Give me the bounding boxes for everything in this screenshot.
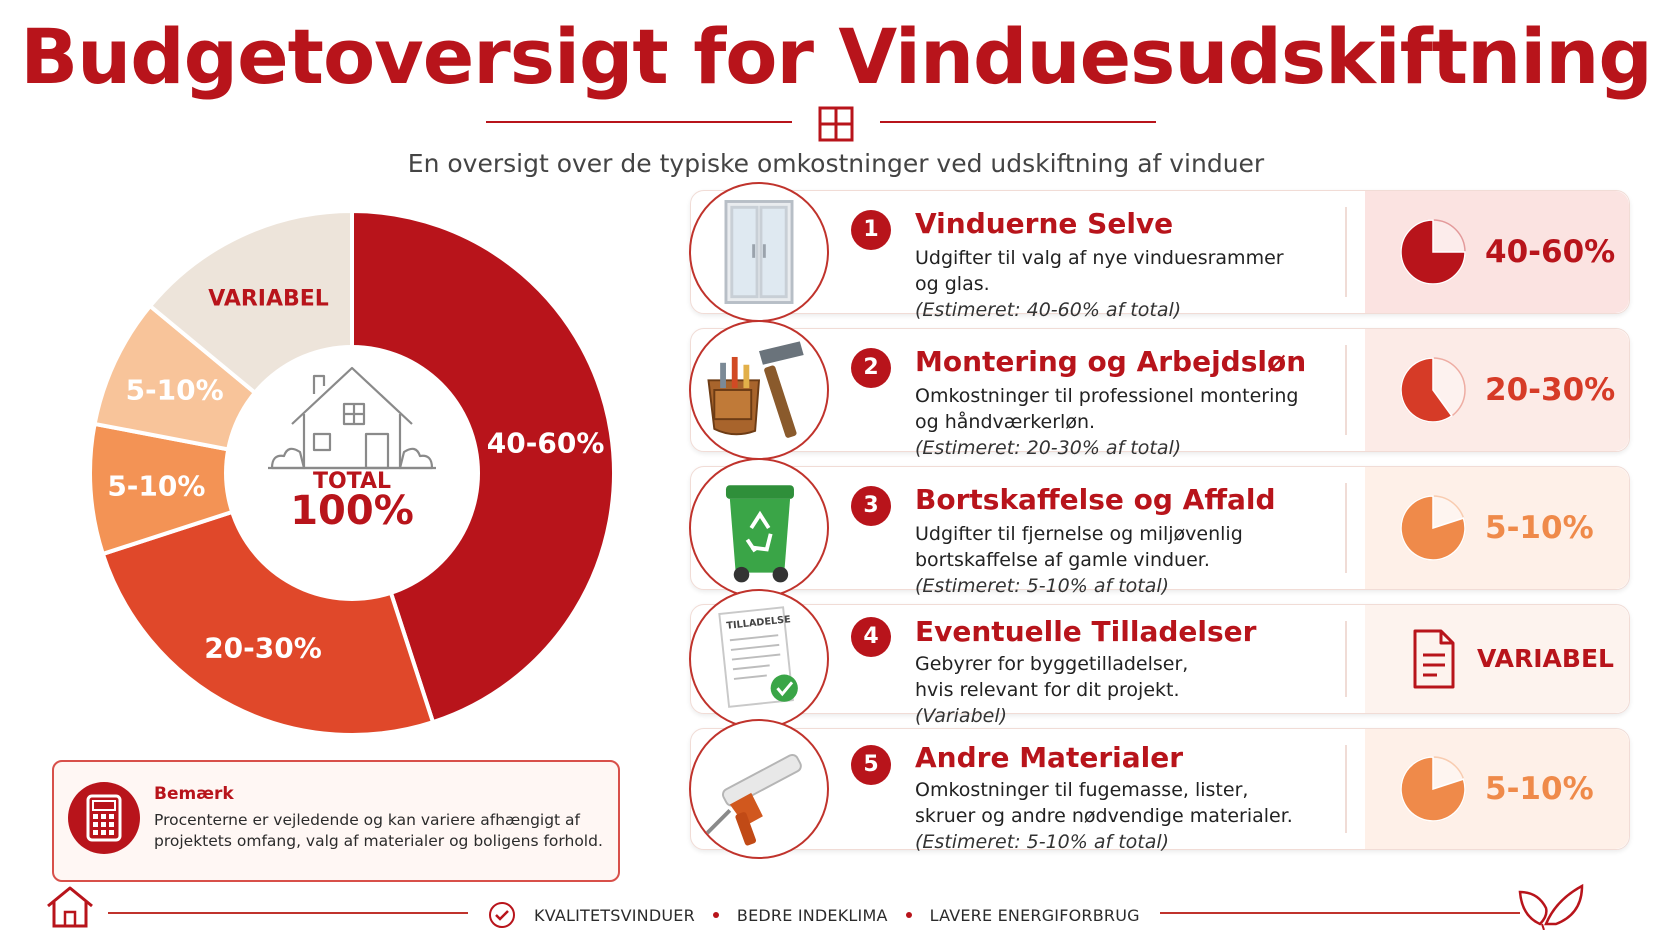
- document-icon: [1397, 623, 1469, 695]
- stat-panel: [1365, 729, 1629, 849]
- item-description: [915, 777, 1335, 855]
- cost-item-permits: [690, 604, 1630, 727]
- note-box: [52, 760, 620, 882]
- page-subtitle: En oversigt over de typiske omkostninger ved udskiftning af vinduer: [407, 149, 1265, 178]
- item-desc-text: Omkostninger til fugemasse, lister, skruer og andre nødvendige materialer.: [915, 779, 1293, 827]
- card-divider: [1345, 345, 1347, 435]
- donut-slice-label: 5-10%: [125, 373, 224, 407]
- window-frame-icon: [689, 182, 829, 322]
- stat-panel: [1365, 605, 1629, 713]
- item-number: 1: [851, 210, 891, 250]
- footer-benefits: [488, 901, 1178, 929]
- stat-value: 20-30%: [1485, 372, 1616, 408]
- cost-item-materials: [690, 728, 1630, 853]
- footer-rule-right: [1160, 912, 1520, 914]
- footer-item: LAVERE ENERGIFORBRUG: [929, 905, 1140, 925]
- item-title: Andre Materialer: [915, 741, 1184, 774]
- item-estimate: (Estimeret: 5-10% af total): [915, 575, 1170, 597]
- mini-pie-icon: [1397, 216, 1469, 288]
- page-title: Budgetoversigt for Vinduesudskiftning: [20, 12, 1652, 101]
- footer-separator: [906, 912, 912, 918]
- stat-value: VARIABEL: [1477, 644, 1614, 673]
- permit-document-icon: [689, 589, 829, 729]
- card-divider: [1345, 621, 1347, 697]
- item-description: [915, 383, 1335, 461]
- tool-belt-hammer-icon: [689, 320, 829, 460]
- item-title: Montering og Arbejdsløn: [915, 345, 1307, 378]
- item-number: 5: [851, 745, 891, 785]
- stat-value: 40-60%: [1485, 234, 1616, 270]
- donut-slice-label: 5-10%: [107, 469, 206, 503]
- check-circle-icon: [488, 901, 516, 929]
- item-estimate: (Estimeret: 5-10% af total): [915, 831, 1170, 853]
- item-desc-text: Udgifter til fjernelse og miljøvenlig bortskaffelse af gamle vinduer.: [915, 523, 1243, 571]
- item-title: Bortskaffelse og Affald: [915, 483, 1276, 516]
- calculator-icon: [68, 782, 140, 854]
- item-title: Vinduerne Selve: [915, 207, 1174, 240]
- leaf-icon: [1516, 880, 1586, 930]
- footer-item: BEDRE INDEKLIMA: [736, 905, 888, 925]
- title-rule-right: [880, 121, 1156, 123]
- note-title: Bemærk: [154, 784, 234, 804]
- item-estimate: (Estimeret: 40-60% af total): [915, 299, 1182, 321]
- cost-item-labor: [690, 328, 1630, 459]
- budget-donut-chart: [60, 178, 660, 768]
- item-number: 4: [851, 617, 891, 657]
- footer-house-icon: [44, 884, 96, 930]
- donut-center-label: TOTAL: [312, 469, 392, 494]
- card-divider: [1345, 745, 1347, 833]
- item-description: [915, 521, 1335, 599]
- footer-item: KVALITETSVINDUER: [534, 905, 695, 925]
- donut-slice-label: 20-30%: [204, 631, 322, 665]
- item-estimate: (Estimeret: 20-30% af total): [915, 437, 1182, 459]
- donut-center-value: 100%: [290, 488, 414, 534]
- mini-pie-icon: [1397, 354, 1469, 426]
- item-desc-text: Omkostninger til professionel montering og håndværkerløn.: [915, 385, 1299, 433]
- recycling-bin-icon: [689, 458, 829, 598]
- footer-rule-left: [108, 912, 468, 914]
- stat-value: 5-10%: [1485, 771, 1594, 807]
- item-description: [915, 651, 1335, 729]
- mini-pie-icon: [1397, 753, 1469, 825]
- donut-slice-label: 40-60%: [486, 426, 605, 460]
- card-divider: [1345, 483, 1347, 573]
- footer-separator: [713, 912, 719, 918]
- caulking-gun-icon: [689, 719, 829, 859]
- item-number: 2: [851, 348, 891, 388]
- item-title: Eventuelle Tilladelser: [915, 615, 1257, 648]
- item-estimate: (Variabel): [915, 705, 1008, 727]
- mini-pie-icon: [1397, 492, 1469, 564]
- note-text: Procenterne er vejledende og kan variere afhængigt af projektets omfang, valg af materialer og boligens forhold.: [154, 811, 603, 850]
- item-number: 3: [851, 486, 891, 526]
- item-description: [915, 245, 1335, 323]
- permit-document-label: TILLADELSE: [725, 614, 792, 632]
- cost-item-disposal: [690, 466, 1630, 597]
- stat-panel: [1365, 329, 1629, 451]
- item-desc-text: Udgifter til valg af nye vinduesrammer og glas.: [915, 247, 1284, 295]
- stat-value: 5-10%: [1485, 510, 1594, 546]
- title-rule-left: [486, 121, 792, 123]
- stat-panel: [1365, 191, 1629, 313]
- card-divider: [1345, 207, 1347, 297]
- item-desc-text: Gebyrer for byggetilladelser, hvis relevant for dit projekt.: [915, 653, 1189, 701]
- donut-slice-label: VARIABEL: [208, 286, 329, 312]
- window-icon: [818, 106, 854, 142]
- cost-item-windows: [690, 190, 1630, 321]
- stat-panel: [1365, 467, 1629, 589]
